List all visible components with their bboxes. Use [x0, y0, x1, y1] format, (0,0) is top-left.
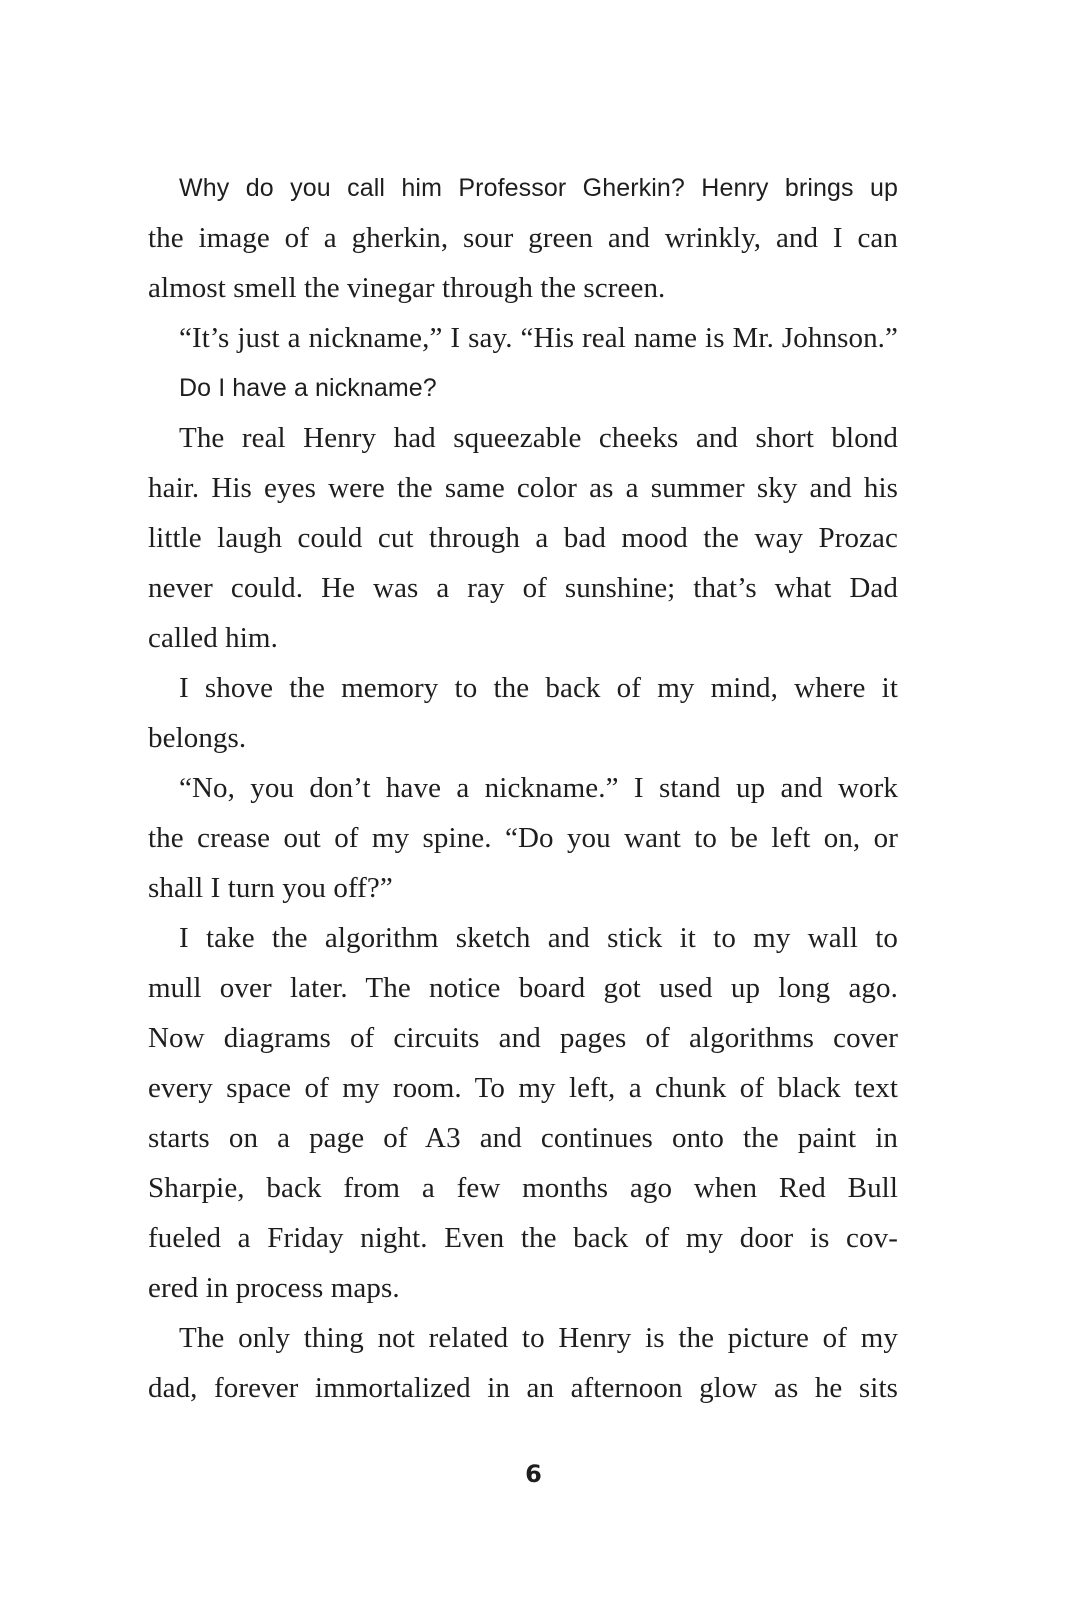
- text-line: “No, you don’t have a nickname.” I stand up and work: [179, 772, 898, 804]
- text-line: never could. He was a ray of sunshine; that’s what Dad: [148, 572, 898, 604]
- text-line: Why do you call him Professor Gherkin? Henry brings up: [179, 174, 898, 202]
- text-line: mull over later. The notice board got used up long ago.: [148, 972, 898, 1004]
- text-line: almost smell the vinegar through the screen.: [148, 272, 666, 304]
- page-number: 6: [525, 1460, 542, 1488]
- body-text: [148, 163, 898, 1413]
- text-line: belongs.: [148, 722, 247, 754]
- text-line: “It’s just a nickname,” I say. “His real name is Mr. Johnson.”: [179, 322, 898, 354]
- text-line: ered in process maps.: [148, 1272, 400, 1304]
- text-line: fueled a Friday night. Even the back of my door is cov-: [148, 1222, 898, 1254]
- text-line: every space of my room. To my left, a chunk of black text: [148, 1072, 898, 1104]
- text-line: hair. His eyes were the same color as a summer sky and his: [148, 472, 898, 504]
- text-line: called him.: [148, 622, 278, 654]
- text-line: the crease out of my spine. “Do you want to be left on, or: [148, 822, 898, 854]
- text-line: I take the algorithm sketch and stick it to my wall to: [179, 922, 898, 954]
- text-line: The only thing not related to Henry is the picture of my: [179, 1322, 898, 1354]
- text-line: shall I turn you off?”: [148, 872, 393, 904]
- text-line: Sharpie, back from a few months ago when Red Bull: [148, 1172, 898, 1204]
- text-line: I shove the memory to the back of my mind, where it: [179, 672, 898, 704]
- text-line: starts on a page of A3 and continues onto the paint in: [148, 1122, 898, 1154]
- text-line: dad, forever immortalized in an afternoon glow as he sits: [148, 1372, 898, 1404]
- text-line: the image of a gherkin, sour green and wrinkly, and I can: [148, 222, 898, 254]
- text-line: Do I have a nickname?: [179, 374, 437, 402]
- text-line: little laugh could cut through a bad mood the way Prozac: [148, 522, 898, 554]
- text-line: The real Henry had squeezable cheeks and short blond: [179, 422, 898, 454]
- text-line: Now diagrams of circuits and pages of algorithms cover: [148, 1022, 898, 1054]
